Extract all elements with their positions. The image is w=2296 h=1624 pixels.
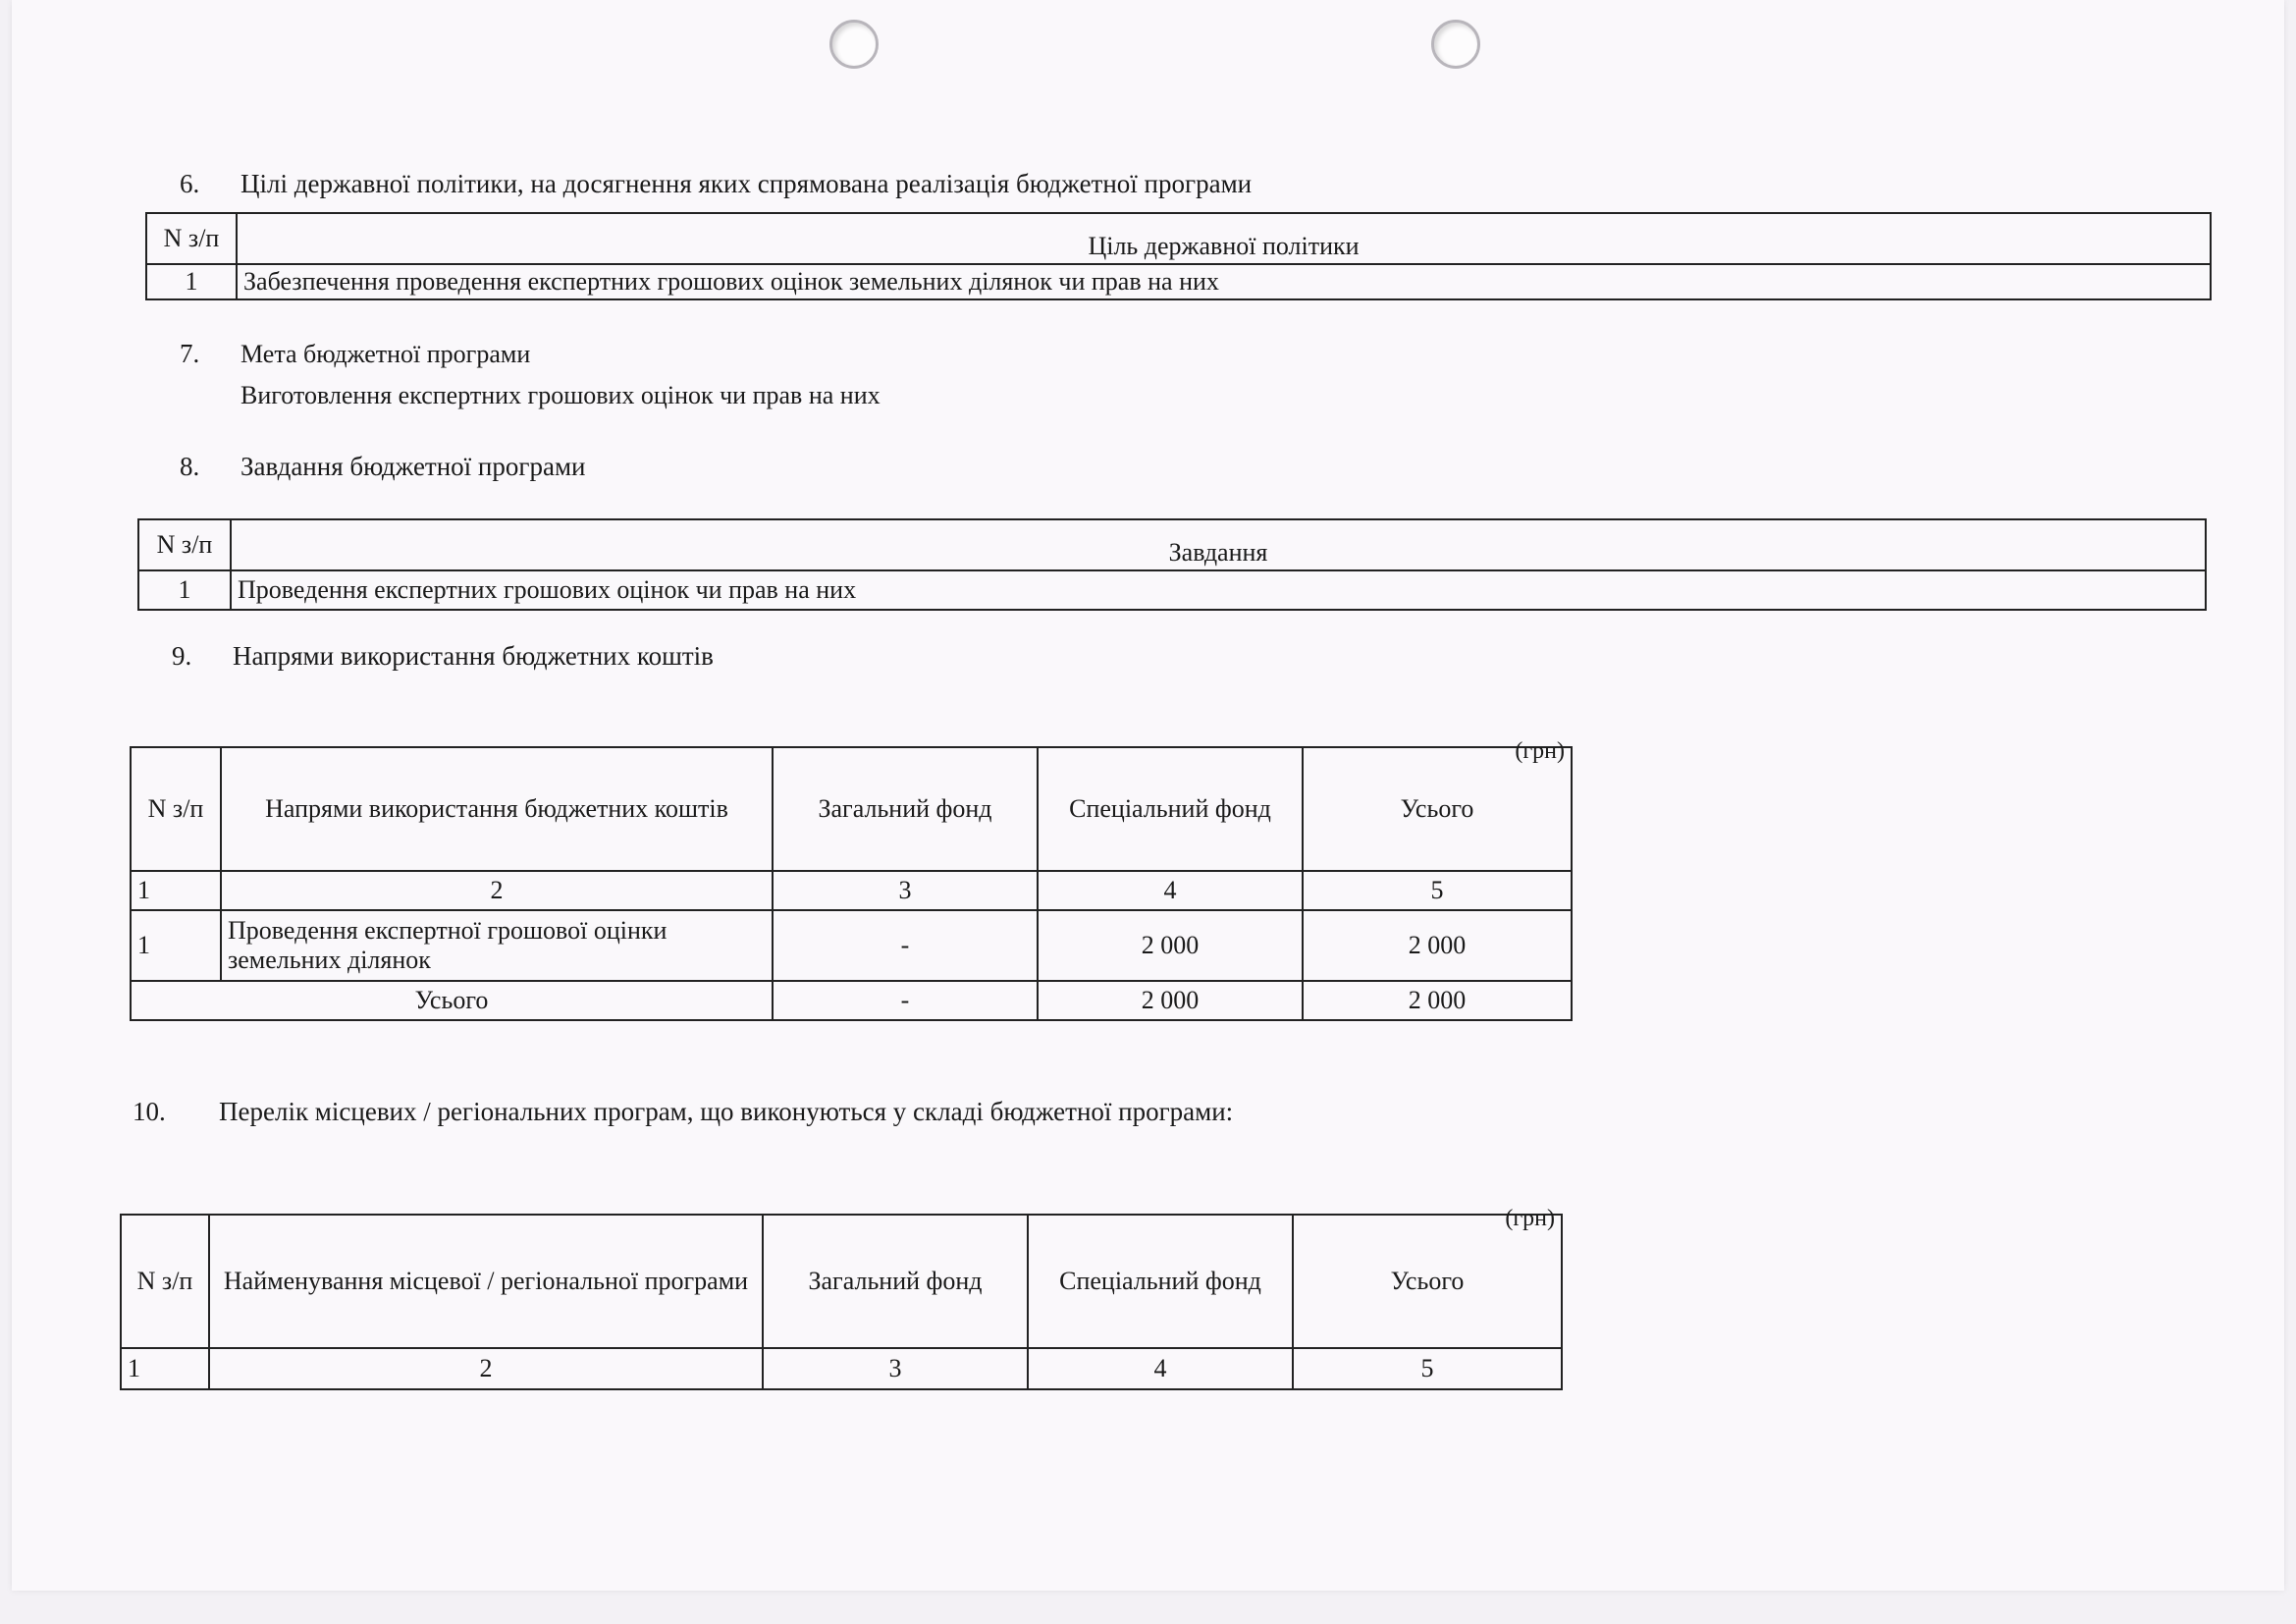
- col-number: 5: [1303, 871, 1572, 910]
- col-program-name-header: Найменування місцевої / регіональної програми: [209, 1215, 763, 1348]
- col-direction-header: Напрями використання бюджетних коштів: [221, 747, 773, 871]
- col-goal-header: Ціль державної політики: [237, 213, 2211, 264]
- punch-hole-left: [829, 20, 879, 69]
- col-number: 5: [1293, 1348, 1562, 1389]
- col-number: 1: [131, 871, 221, 910]
- col-number: 3: [773, 871, 1038, 910]
- section-10-title: Перелік місцевих / регіональних програм, що виконуються у складі бюджетної програми:: [219, 1097, 1234, 1126]
- total-row: [131, 981, 1572, 1020]
- col-number: 2: [209, 1348, 763, 1389]
- col-number: 1: [121, 1348, 209, 1389]
- col-number: 4: [1028, 1348, 1293, 1389]
- section-9-number: 9.: [172, 641, 192, 671]
- total-total: 2 000: [1303, 981, 1572, 1020]
- unit-label: (грн): [1505, 1206, 1555, 1231]
- row-text: Забезпечення проведення експертних грошових оцінок земельних ділянок чи прав на них: [237, 264, 2211, 299]
- col-general-fund-header: Загальний фонд: [773, 747, 1038, 871]
- row-text: Проведення експертних грошових оцінок чи прав на них: [231, 570, 2206, 610]
- section-7-text: Виготовлення експертних грошових оцінок чи прав на них: [240, 381, 881, 409]
- section-10-number: 10.: [133, 1097, 166, 1126]
- section-8-title: Завдання бюджетної програми: [240, 452, 586, 481]
- total-label: Усього: [131, 981, 773, 1020]
- row-num: 1: [146, 264, 237, 299]
- section-7-title: Мета бюджетної програми: [240, 340, 531, 368]
- row-num: 1: [138, 570, 231, 610]
- table-row: [146, 264, 2211, 299]
- table-row: [131, 910, 1572, 981]
- col-special-fund-header: Спеціальний фонд: [1028, 1215, 1293, 1348]
- col-task-header: Завдання: [231, 519, 2206, 570]
- col-total-header-label: Усього: [1390, 1267, 1465, 1295]
- section-6-number: 6.: [180, 169, 200, 198]
- section-9-heading: [172, 641, 714, 672]
- row-num: 1: [131, 910, 221, 981]
- col-total-header: [1293, 1206, 1562, 1348]
- col-general-fund-header: Загальний фонд: [763, 1215, 1028, 1348]
- col-number: 2: [221, 871, 773, 910]
- column-number-row: [121, 1348, 1562, 1389]
- section-10-table: [120, 1206, 1563, 1390]
- col-special-fund-header: Спеціальний фонд: [1038, 747, 1303, 871]
- section-9-table: [130, 738, 1573, 1021]
- col-num-header: N з/п: [138, 519, 231, 570]
- row-name: Проведення експертної грошової оцінки земельних ділянок: [221, 910, 773, 981]
- col-total-header: [1303, 738, 1572, 871]
- unit-label: (грн): [1515, 738, 1565, 764]
- section-7-heading: [180, 339, 530, 369]
- punch-hole-right: [1431, 20, 1480, 69]
- col-total-header-label: Усього: [1400, 794, 1474, 823]
- total-general-fund: -: [773, 981, 1038, 1020]
- section-10-heading: [133, 1097, 1233, 1127]
- section-8-number: 8.: [180, 452, 200, 481]
- row-total: 2 000: [1303, 910, 1572, 981]
- col-number: 3: [763, 1348, 1028, 1389]
- col-num-header: N з/п: [131, 747, 221, 871]
- section-7-number: 7.: [180, 339, 200, 368]
- row-general-fund: -: [773, 910, 1038, 981]
- section-8-heading: [180, 452, 585, 482]
- col-num-header: N з/п: [146, 213, 237, 264]
- section-9-title: Напрями використання бюджетних коштів: [233, 641, 714, 671]
- table-row: [138, 570, 2206, 610]
- section-6-title: Цілі державної політики, на досягнення яких спрямована реалізація бюджетної програми: [240, 169, 1253, 198]
- section-6-heading: [180, 169, 1252, 199]
- col-num-header: N з/п: [121, 1215, 209, 1348]
- section-6-table: [145, 212, 2212, 300]
- row-special-fund: 2 000: [1038, 910, 1303, 981]
- column-number-row: [131, 871, 1572, 910]
- total-special-fund: 2 000: [1038, 981, 1303, 1020]
- section-8-table: [137, 518, 2207, 611]
- col-number: 4: [1038, 871, 1303, 910]
